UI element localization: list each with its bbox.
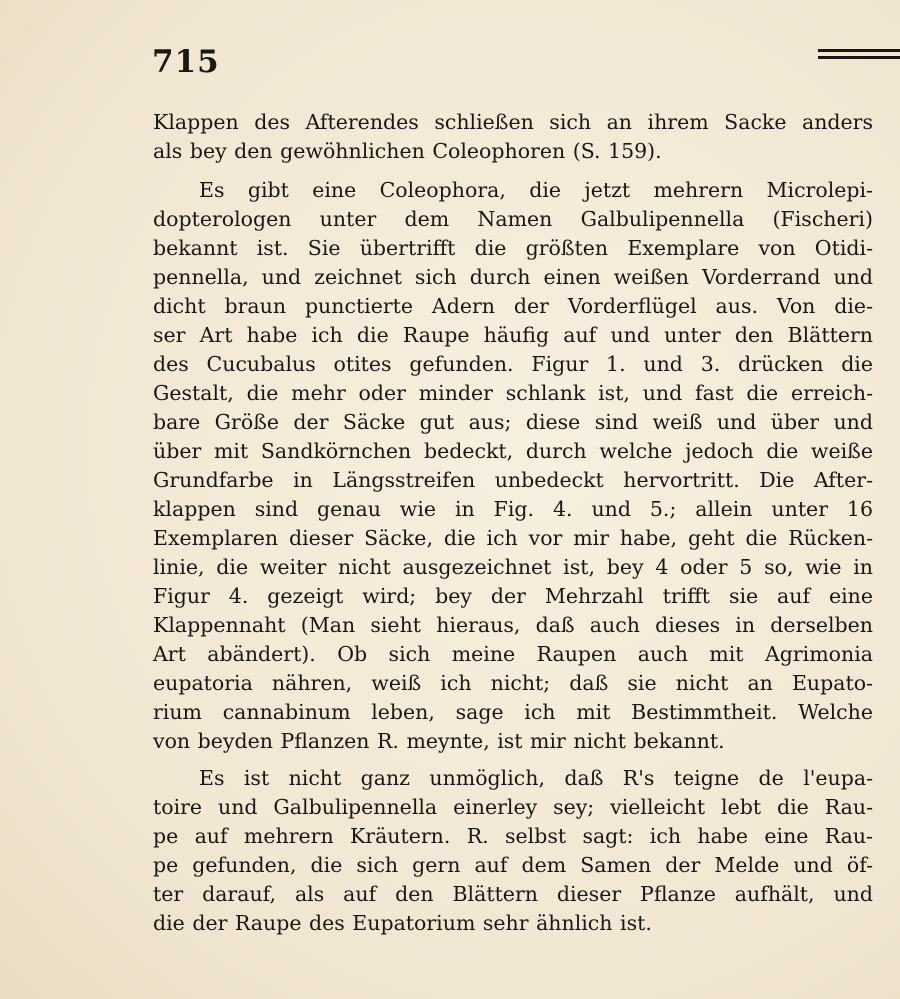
text-line: als bey den gewöhnlichen Coleophoren (S. 159). bbox=[153, 139, 662, 163]
text-line: Klappen des Afterendes schließen sich an ihrem Sacke anders bbox=[153, 110, 873, 134]
text-line: ser Art habe ich die Raupe häufig auf und unter den Blättern bbox=[153, 323, 873, 347]
text-line: von beyden Pflanzen R. meynte, ist mir nicht bekannt. bbox=[153, 729, 725, 753]
text-line: klappen sind genau wie in Fig. 4. und 5.; allein unter 16 bbox=[153, 497, 873, 521]
text-line: rium cannabinum leben, sage ich mit Bestimmtheit. Welche bbox=[153, 700, 873, 724]
text-line: des Cucubalus otites gefunden. Figur 1. und 3. drücken die bbox=[153, 352, 873, 376]
text-line: Klappennaht (Man sieht hieraus, daß auch dieses in derselben bbox=[153, 613, 873, 637]
text-line: pe auf mehrern Kräutern. R. selbst sagt: ich habe eine Rau- bbox=[153, 824, 873, 848]
text-line: die der Raupe des Eupatorium sehr ähnlich ist. bbox=[153, 911, 652, 935]
header-rule-line bbox=[818, 56, 900, 59]
text-line: Grundfarbe in Längsstreifen unbedeckt hervortritt. Die After- bbox=[153, 468, 873, 492]
text-line: bekannt ist. Sie übertrifft die größten Exemplare von Otidi- bbox=[153, 236, 873, 260]
header-rule-line bbox=[818, 49, 900, 52]
text-line: linie, die weiter nicht ausgezeichnet ist, bey 4 oder 5 so, wie in bbox=[153, 555, 873, 579]
text-line: dopterologen unter dem Namen Galbulipennella (Fischeri) bbox=[153, 207, 873, 231]
page-number: 715 bbox=[152, 44, 220, 80]
header-rule bbox=[818, 49, 900, 63]
text-line: pe gefunden, die sich gern auf dem Samen der Melde und öf- bbox=[153, 853, 873, 877]
text-line: Es ist nicht ganz unmöglich, daß R's teigne de l'eupa- bbox=[199, 766, 873, 790]
text-body bbox=[153, 108, 873, 946]
paragraph bbox=[153, 108, 873, 166]
text-line: pennella, und zeichnet sich durch einen weißen Vorderrand und bbox=[153, 265, 873, 289]
text-line: Gestalt, die mehr oder minder schlank ist, und fast die erreich- bbox=[153, 381, 873, 405]
text-line: Exemplaren dieser Säcke, die ich vor mir habe, geht die Rücken- bbox=[153, 526, 873, 550]
text-line: über mit Sandkörnchen bedeckt, durch welche jedoch die weiße bbox=[153, 439, 873, 463]
text-line: eupatoria nähren, weiß ich nicht; daß sie nicht an Eupato- bbox=[153, 671, 873, 695]
text-line: Figur 4. gezeigt wird; bey der Mehrzahl trifft sie auf eine bbox=[153, 584, 873, 608]
paragraph bbox=[153, 176, 873, 756]
text-line: bare Größe der Säcke gut aus; diese sind weiß und über und bbox=[153, 410, 873, 434]
text-line: dicht braun punctierte Adern der Vorderflügel aus. Von die- bbox=[153, 294, 873, 318]
text-line: ter darauf, als auf den Blättern dieser Pflanze aufhält, und bbox=[153, 882, 873, 906]
text-line: toire und Galbulipennella einerley sey; vielleicht lebt die Rau- bbox=[153, 795, 873, 819]
text-line: Art abändert). Ob sich meine Raupen auch mit Agrimonia bbox=[153, 642, 873, 666]
paragraph bbox=[153, 764, 873, 938]
text-line: Es gibt eine Coleophora, die jetzt mehrern Microlepi- bbox=[199, 178, 873, 202]
